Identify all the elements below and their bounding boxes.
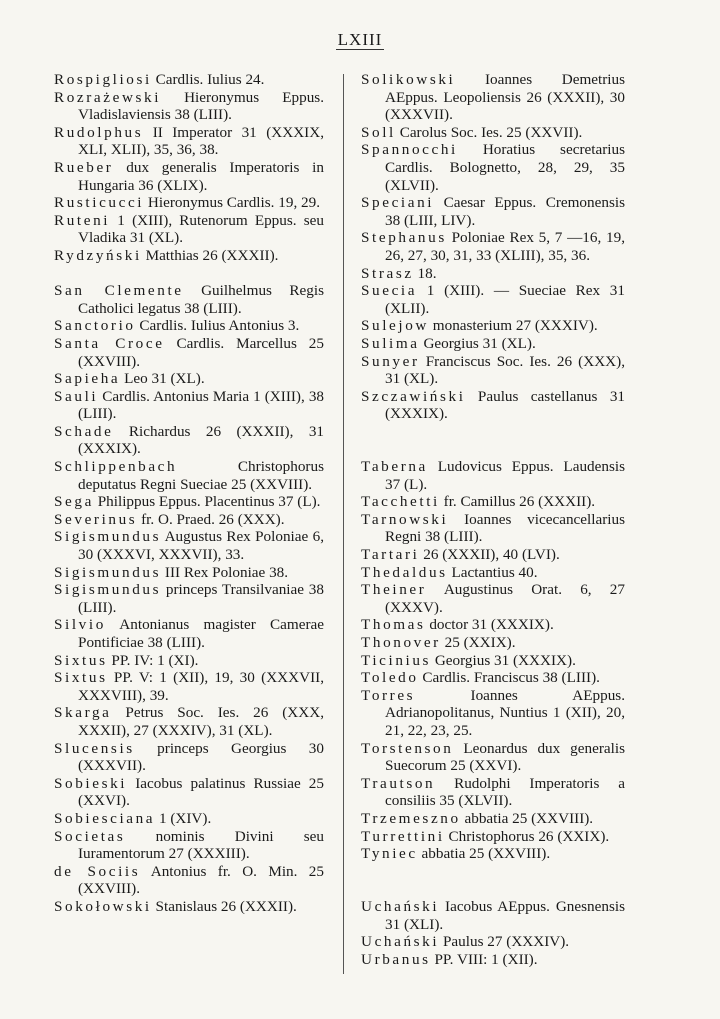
entry-details: Iacobus palatinus Russiae 25 (XXVI).	[78, 774, 324, 810]
entry-details: Antonianus magister Camerae Pontificiae 38 (LIII).	[78, 616, 324, 651]
index-entry	[54, 581, 324, 616]
entry-details: Philippus Eppus. Placentinus 37 (L).	[97, 493, 321, 511]
index-entry	[361, 458, 625, 493]
entry-details: PP. VIII: 1 (XII).	[434, 950, 538, 968]
entry-name: Sixtus	[54, 651, 108, 669]
entry-name: Toledo	[361, 669, 419, 687]
entry-details: Cardlis. Iulius 24.	[155, 71, 265, 88]
entry-name: Soll	[361, 123, 396, 141]
section-gap	[361, 423, 625, 441]
entry-details: Stanislaus 26 (XXXII).	[155, 897, 297, 915]
index-entry	[54, 89, 324, 124]
entry-name: Sunyer	[361, 352, 420, 370]
page-number	[0, 30, 720, 50]
entry-name: Szczawiński	[361, 387, 466, 405]
entry-details: Antonius fr. O. Min. 25 (XXVIII).	[78, 862, 324, 898]
entry-details: princeps Georgius 30 (XXXVII).	[78, 739, 324, 775]
index-entry	[54, 335, 324, 370]
section-gap	[54, 265, 324, 283]
entry-details: 1 (XIV).	[158, 809, 212, 827]
entry-name: Turrettini	[361, 827, 445, 845]
entry-name: Sulejow	[361, 317, 429, 335]
entry-name: Theiner	[361, 581, 427, 599]
entry-details: Augustus Rex Poloniae 6, 30 (XXXVI, XXXVII), 33.	[78, 528, 324, 564]
entry-details: PP. V: 1 (XII), 19, 30 (XXXVII, XXXVIII), 39.	[78, 669, 324, 704]
index-entry	[54, 124, 324, 159]
index-entry	[54, 740, 324, 775]
index-entry	[361, 652, 625, 670]
page-number-text: LXIII	[337, 30, 383, 49]
entry-name: Stephanus	[361, 229, 447, 247]
index-entry	[361, 687, 625, 740]
column-divider	[343, 74, 344, 974]
entry-details: Paulus 27 (XXXIV).	[442, 933, 570, 951]
entry-name: Tarnowski	[361, 510, 449, 528]
index-entry	[361, 845, 625, 863]
entry-name: Rydzyński	[54, 246, 142, 264]
index-entry	[361, 546, 625, 564]
entry-name: Ruteni	[54, 211, 111, 229]
entry-name: Rozrażewski	[54, 88, 162, 106]
entry-details: fr. Camillus 26 (XXXII).	[443, 493, 596, 511]
index-entry	[54, 828, 324, 863]
entry-name: Spannocchi	[361, 141, 458, 159]
entry-details: monasterium 27 (XXXIV).	[432, 317, 598, 335]
index-entry	[54, 564, 324, 582]
entry-details: Leonardus dux generalis Suecorum 25 (XXVI).	[385, 739, 625, 775]
index-entry	[361, 141, 625, 194]
entry-details: Cardlis. Iulius Antonius 3.	[139, 317, 300, 335]
index-entry	[54, 863, 324, 898]
entry-details: Christophorus 26 (XXIX).	[448, 827, 610, 845]
entry-name: Sigismundus	[54, 563, 162, 581]
entry-name: Sixtus	[54, 669, 108, 687]
index-entry	[54, 458, 324, 493]
entry-name: Solikowski	[361, 71, 456, 88]
entry-name: Schlippenbach	[54, 458, 178, 476]
entry-details: 25 (XXIX).	[444, 634, 516, 651]
index-entry	[361, 581, 625, 616]
entry-name: Rospigliosi	[54, 71, 152, 88]
entry-name: Sigismundus	[54, 581, 162, 599]
index-entry	[361, 564, 625, 582]
entry-name: Thonover	[361, 634, 441, 651]
entry-details: Caesar Eppus. Cremonensis 38 (LIII, LIV).	[385, 194, 625, 229]
index-entry	[54, 669, 324, 704]
entry-name: Uchański	[361, 897, 440, 915]
entry-details: Poloniae Rex 5, 7 —16, 19, 26, 27, 30, 31, 33 (XLIII), 35, 36.	[385, 229, 625, 264]
index-entry	[54, 775, 324, 810]
entry-name: Rusticucci	[54, 194, 145, 212]
index-entry	[361, 493, 625, 511]
entry-details: abbatia 25 (XXVIII).	[464, 809, 594, 827]
index-entry	[361, 951, 625, 969]
section-gap	[361, 880, 625, 898]
entry-details: Cardlis. Marcellus 25 (XXVIII).	[78, 334, 324, 370]
entry-details: Rudolphi Imperatoris a consiliis 35 (XLVII).	[385, 774, 625, 810]
entry-name: Sigismundus	[54, 528, 162, 546]
index-column-right	[361, 71, 625, 968]
index-entry	[54, 71, 324, 89]
entry-details: Franciscus Soc. Ies. 26 (XXX), 31 (XL).	[385, 352, 625, 388]
index-entry	[54, 511, 324, 529]
index-entry	[54, 493, 324, 511]
entry-details: Richardus 26 (XXXII), 31 (XXXIX).	[78, 422, 325, 458]
entry-details: fr. O. Praed. 26 (XXX).	[141, 510, 285, 528]
entry-details: Hieronymus Eppus. Vladislaviensis 38 (LIII).	[78, 88, 324, 124]
entry-name: Suecia	[361, 282, 418, 300]
entry-name: Sapieha	[54, 370, 121, 388]
entry-details: III Rex Poloniae 38.	[164, 563, 289, 581]
entry-details: 1 (XIII). — Sueciae Rex 31 (XLII).	[385, 282, 625, 317]
entry-name: Tacchetti	[361, 493, 440, 511]
entry-name: Torstenson	[361, 739, 454, 757]
index-entry	[54, 652, 324, 670]
index-entry	[54, 810, 324, 828]
entry-details: 1 (XIII), Rutenorum Eppus. seu Vladika 31 (XL).	[78, 211, 325, 247]
entry-name: Rudolphus	[54, 123, 144, 141]
index-entry	[361, 828, 625, 846]
entry-name: Urbanus	[361, 950, 431, 968]
entry-details: 18.	[417, 264, 437, 282]
index-entry	[54, 423, 324, 458]
entry-details: Cardlis. Antonius Maria 1 (XIII), 38 (LIII).	[78, 387, 325, 423]
entry-details: doctor 31 (XXXIX).	[429, 616, 554, 634]
index-entry	[361, 740, 625, 775]
index-entry	[54, 370, 324, 388]
section-gap	[361, 440, 625, 458]
entry-name: Sulima	[361, 334, 420, 352]
entry-name: Speciani	[361, 194, 435, 212]
index-entry	[361, 124, 625, 142]
entry-name: Schade	[54, 422, 114, 440]
entry-details: Matthias 26 (XXXII).	[145, 246, 279, 264]
entry-name: Sanctorio	[54, 317, 136, 335]
index-entry	[361, 194, 625, 229]
entry-details: Augustinus Orat. 6, 27 (XXXV).	[385, 581, 625, 616]
index-entry	[54, 898, 324, 916]
entry-name: Taberna	[361, 458, 428, 476]
index-entry	[361, 669, 625, 687]
index-entry	[361, 71, 625, 124]
entry-name: Trzemeszno	[361, 809, 461, 827]
entry-name: Silvio	[54, 616, 106, 634]
entry-name: Societas	[54, 827, 126, 845]
entry-details: Cardlis. Franciscus 38 (LIII).	[422, 669, 600, 687]
entry-name: Ticinius	[361, 651, 432, 669]
entry-details: Petrus Soc. Ies. 26 (XXX, XXXII), 27 (XXXIV), 31 (XL).	[78, 704, 325, 739]
entry-name: Trautson	[361, 774, 436, 792]
entry-name: Sauli	[54, 387, 99, 405]
entry-details: Ioannes AEppus. Adrianopolitanus, Nuntius 1 (XII), 20, 21, 22, 23, 25.	[385, 686, 625, 739]
entry-name: Tyniec	[361, 845, 418, 863]
index-entry	[54, 194, 324, 212]
index-entry	[361, 616, 625, 634]
entry-name: Sega	[54, 493, 94, 511]
entry-name: Severinus	[54, 510, 138, 528]
entry-details: PP. IV: 1 (XI).	[111, 651, 199, 669]
index-entry	[361, 810, 625, 828]
index-entry	[361, 317, 625, 335]
entry-details: Horatius secretarius Cardlis. Bolognetto, 28, 29, 35 (XLVII).	[385, 141, 625, 194]
entry-details: Christophorus deputatus Regni Sueciae 25 (XXVIII).	[78, 458, 324, 493]
entry-details: Carolus Soc. Ies. 25 (XXVII).	[399, 123, 583, 141]
entry-name: Sokołowski	[54, 897, 152, 915]
entry-name: Strasz	[361, 264, 414, 282]
index-entry	[54, 317, 324, 335]
entry-name: Sobieski	[54, 774, 128, 792]
entry-name: Thomas	[361, 616, 426, 634]
entry-details: II Imperator 31 (XXXIX, XLI, XLII), 35, 36, 38.	[78, 123, 324, 159]
index-entry	[361, 898, 625, 933]
entry-details: princeps Transilvaniae 38 (LIII).	[78, 581, 324, 616]
entry-name: San Clemente	[54, 282, 184, 300]
section-gap	[361, 863, 625, 881]
entry-name: Sobiesciana	[54, 809, 156, 827]
entry-name: Thedaldus	[361, 563, 448, 581]
entry-details: dux generalis Imperatoris in Hungaria 36 (XLIX).	[78, 158, 324, 194]
index-column-left	[54, 71, 324, 916]
index-entry	[54, 704, 324, 739]
index-entry	[361, 511, 625, 546]
index-entry	[361, 388, 625, 423]
entry-name: Torres	[361, 686, 416, 704]
entry-details: Guilhelmus Regis Catholici legatus 38 (LIII).	[78, 282, 325, 317]
entry-details: nominis Divini seu Iuramentorum 27 (XXXIII).	[78, 827, 324, 863]
index-entry	[361, 335, 625, 353]
index-entry	[54, 282, 324, 317]
entry-details: Iacobus AEppus. Gnesnensis 31 (XLI).	[385, 897, 626, 933]
index-entry	[361, 634, 625, 652]
entry-details: Ludovicus Eppus. Laudensis 37 (L).	[385, 458, 626, 493]
index-entry	[54, 247, 324, 265]
entry-details: Ioannes Demetrius AEppus. Leopoliensis 26 (XXXII), 30 (XXXVII).	[385, 71, 626, 124]
entry-details: Lactantius 40.	[451, 563, 538, 581]
index-entry	[361, 775, 625, 810]
entry-name: Santa Croce	[54, 334, 165, 352]
entry-details: Georgius 31 (XXXIX).	[434, 651, 576, 669]
index-entry	[361, 229, 625, 264]
index-entry	[54, 616, 324, 651]
entry-name: Uchański	[361, 933, 440, 951]
index-entry	[54, 159, 324, 194]
entry-name: Slucensis	[54, 739, 135, 757]
index-entry	[361, 265, 625, 283]
entry-details: Leo 31 (XL).	[124, 370, 205, 388]
entry-details: Ioannes vicecancellarius Regni 38 (LIII).	[385, 510, 625, 546]
index-entry	[361, 933, 625, 951]
entry-name: Tartari	[361, 546, 420, 564]
index-entry	[361, 353, 625, 388]
entry-name: Rueber	[54, 158, 114, 176]
entry-details: abbatia 25 (XXVIII).	[421, 845, 551, 863]
index-entry	[54, 212, 324, 247]
entry-name: de Sociis	[54, 862, 141, 880]
index-entry	[54, 528, 324, 563]
index-entry	[361, 282, 625, 317]
entry-details: Hieronymus Cardlis. 19, 29.	[147, 194, 321, 212]
entry-details: Georgius 31 (XL).	[423, 334, 536, 352]
entry-details: 26 (XXXII), 40 (LVI).	[423, 546, 560, 564]
entry-details: Paulus castellanus 31 (XXXIX).	[385, 387, 626, 423]
index-entry	[54, 388, 324, 423]
entry-name: Skarga	[54, 704, 112, 722]
